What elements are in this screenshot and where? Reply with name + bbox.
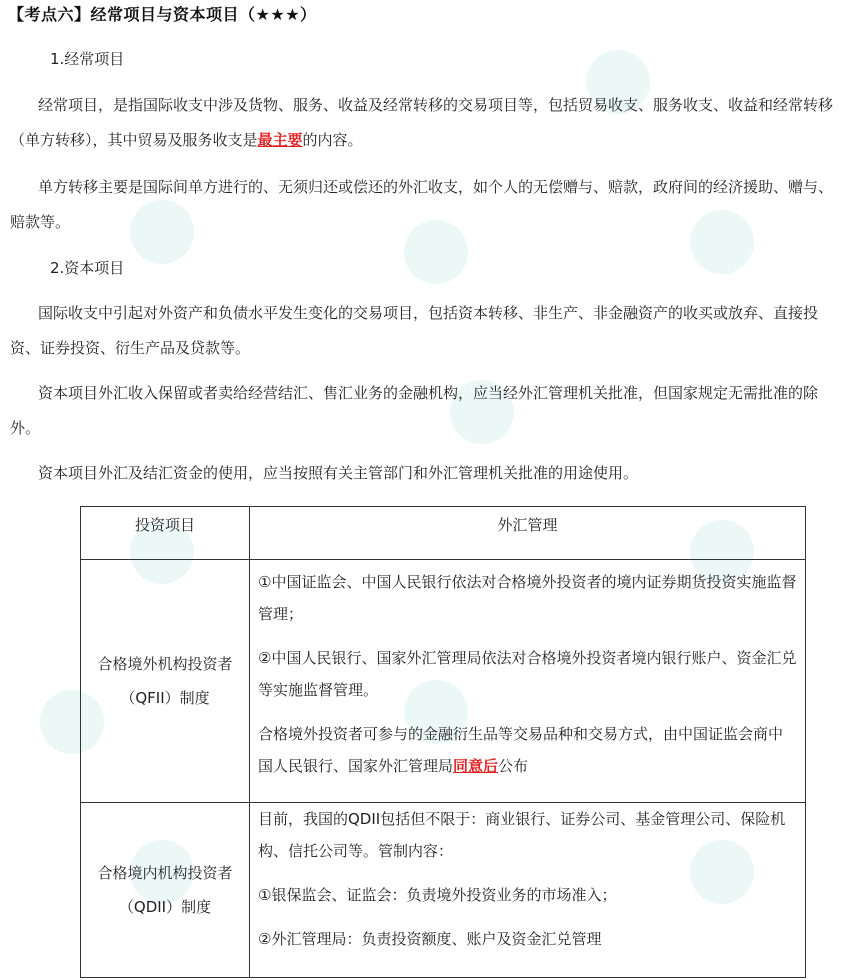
table-cell-item [81,803,250,978]
table-cell-fx [250,560,806,803]
fx-text: 合格境外投资者可参与的金融衍生品等交易品种和交易方式，由中国证监会商中国人民银行、国家外汇管理局 [258,725,784,775]
paragraph-text: 的内容。 [302,131,363,149]
fx-point: ①银保监会、证监会：负责境外投资业务的市场准入； [258,886,617,904]
table-header-item: 投资项目 [81,507,250,560]
fx-point: ①中国证监会、中国人民银行依法对合格境外投资者的境内证券期货投资实施监督管理； [258,573,797,623]
item-name: 合格境内机构投资者 [97,864,233,882]
highlight-most-important: 最主要 [257,131,303,149]
fx-text: 公布 [498,757,529,775]
table-cell-item [81,560,250,803]
fx-point: ②中国人民银行、国家外汇管理局依法对合格境外投资者境内银行账户、资金汇兑等实施监督管理。 [258,649,797,699]
section2-heading: 2.资本项目 [50,259,125,277]
fx-point: 目前，我国的QDII包括但不限于：商业银行、证券公司、基金管理公司、保险机构、信托公司等。管制内容： [258,810,786,860]
table-row [81,560,806,803]
section2-paragraph-2: 资本项目外汇收入保留或者卖给经营结汇、售汇业务的金融机构，应当经外汇管理机关批准，但国家规定无需批准的除外。 [10,384,819,437]
table-cell-fx [250,803,806,978]
section2-paragraph-3: 资本项目外汇及结汇资金的使用，应当按照有关主管部门和外汇管理机关批准的用途使用。 [38,464,639,482]
highlight-after-consent: 同意后 [453,757,499,775]
item-abbr: （QDII）制度 [118,898,212,916]
item-abbr: （QFII）制度 [120,689,210,707]
table-row [81,803,806,978]
section2-paragraph-1: 国际收支中引起对外资产和负债水平发生变化的交易项目，包括资本转移、非生产、非金融资产的收买或放弃、直接投资、证券投资、衍生产品及贷款等。 [10,304,819,357]
section1-heading: 1.经常项目 [50,50,125,68]
fx-point: ②外汇管理局：负责投资额度、账户及资金汇兑管理 [258,930,602,948]
section1-paragraph-2: 单方转移主要是国际间单方进行的、无须归还或偿还的外汇收支，如个人的无偿赠与、赔款，政府间的经济援助、赠与、赔款等。 [10,178,834,231]
investment-table [80,506,806,978]
section1-paragraph-1 [10,88,836,158]
fx-point [258,718,797,782]
page-title: 【考点六】经常项目与资本项目（★★★） [8,5,317,24]
table-header-fx: 外汇管理 [250,507,806,560]
table-header-row [81,507,806,560]
paragraph-text: 经常项目，是指国际收支中涉及货物、服务、收益及经常转移的交易项目等，包括贸易收支、服务收支、收益和经常转移（单方转移），其中贸易及服务收支是 [10,96,834,149]
item-name: 合格境外机构投资者 [97,655,233,673]
